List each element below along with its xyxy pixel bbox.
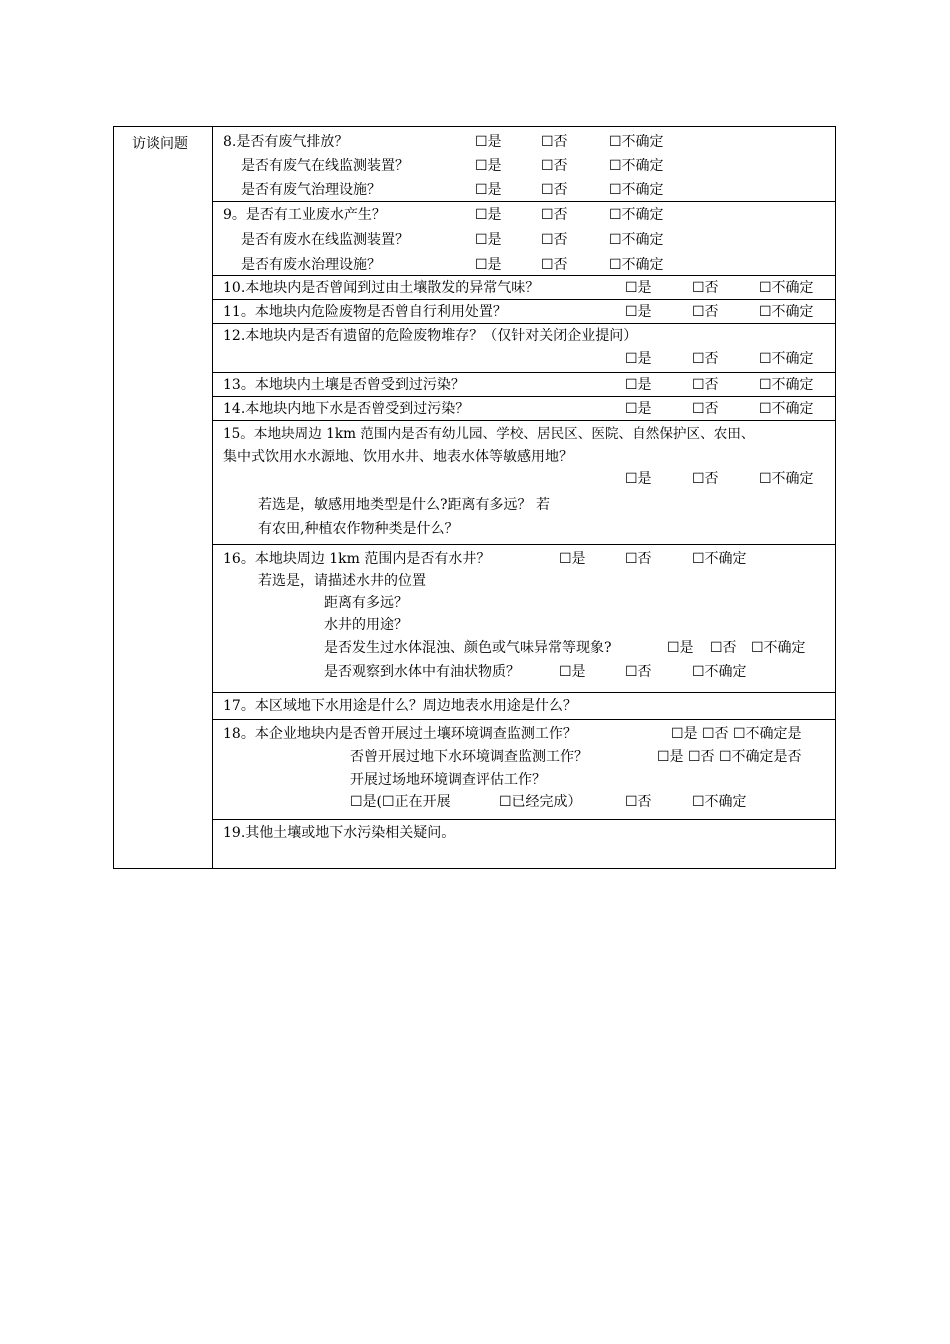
q16-no-checkbox[interactable]: ☐否 xyxy=(625,551,652,567)
q16-text: 16。本地块周边 1km 范围内是否有水井？ xyxy=(223,551,491,567)
q16-followup-distance: 距离有多远？ xyxy=(324,595,408,611)
q13-yes-checkbox[interactable]: ☐是 xyxy=(625,377,652,393)
q13-no-checkbox[interactable]: ☐否 xyxy=(692,377,719,393)
q18-completed-checkbox[interactable]: ☐已经完成） xyxy=(499,794,582,810)
q8-sub2-yes-checkbox[interactable]: ☐是 xyxy=(475,182,502,198)
question-19-cell xyxy=(213,820,835,870)
q16-anomaly-yes-checkbox[interactable]: ☐是 xyxy=(667,640,694,656)
q15-no-checkbox[interactable]: ☐否 xyxy=(692,471,719,487)
q16-followup-usage: 水井的用途？ xyxy=(324,617,408,633)
q9-sub1-yes-checkbox[interactable]: ☐是 xyxy=(475,232,502,248)
q16-oil-unsure-checkbox[interactable]: ☐不确定 xyxy=(692,664,747,680)
question-8-cell xyxy=(213,127,835,202)
question-14-cell xyxy=(213,397,835,421)
q12-unsure-checkbox[interactable]: ☐不确定 xyxy=(759,351,814,367)
q16-followup-oil: 是否观察到水体中有油状物质？ xyxy=(324,664,520,680)
q9-text: 9。是否有工业废水产生？ xyxy=(223,207,386,223)
question-16-cell xyxy=(213,545,835,693)
q9-sub2-text: 是否有废水治理设施？ xyxy=(241,257,381,273)
q15-followup-line2: 有农田,种植农作物种类是什么？ xyxy=(258,521,459,537)
q9-unsure-checkbox[interactable]: ☐不确定 xyxy=(609,207,664,223)
question-18-cell xyxy=(213,720,835,820)
q16-anomaly-no-checkbox[interactable]: ☐否 xyxy=(710,640,737,656)
q11-yes-checkbox[interactable]: ☐是 xyxy=(625,304,652,320)
q15-text-line1: 15。本地块周边 1km 范围内是否有幼儿园、学校、居民区、医院、自然保护区、农田、 xyxy=(223,426,755,442)
q13-text: 13。本地块内土壤是否曾受到过污染？ xyxy=(223,377,465,393)
q18-yes-ongoing-checkbox[interactable]: ☐是(☐正在开展 xyxy=(350,794,451,810)
interview-form-table xyxy=(113,126,836,869)
q9-yes-checkbox[interactable]: ☐是 xyxy=(475,207,502,223)
q16-oil-no-checkbox[interactable]: ☐否 xyxy=(625,664,652,680)
q8-no-checkbox[interactable]: ☐否 xyxy=(541,134,568,150)
question-15-cell xyxy=(213,421,835,545)
q8-sub1-text: 是否有废气在线监测装置？ xyxy=(241,158,409,174)
q12-no-checkbox[interactable]: ☐否 xyxy=(692,351,719,367)
q18-text-line1: 18。本企业地块内是否曾开展过土壤环境调查监测工作？ xyxy=(223,726,577,742)
q18-text-line2: 否曾开展过地下水环境调查监测工作？ xyxy=(350,749,588,765)
q16-followup-location: 若选是，请描述水井的位置 xyxy=(258,573,426,589)
q15-unsure-checkbox[interactable]: ☐不确定 xyxy=(759,471,814,487)
q10-no-checkbox[interactable]: ☐否 xyxy=(692,280,719,296)
q11-no-checkbox[interactable]: ☐否 xyxy=(692,304,719,320)
question-17-cell xyxy=(213,693,835,720)
q8-sub1-no-checkbox[interactable]: ☐否 xyxy=(541,158,568,174)
q8-sub2-unsure-checkbox[interactable]: ☐不确定 xyxy=(609,182,664,198)
q13-unsure-checkbox[interactable]: ☐不确定 xyxy=(759,377,814,393)
q8-unsure-checkbox[interactable]: ☐不确定 xyxy=(609,134,664,150)
q9-sub2-unsure-checkbox[interactable]: ☐不确定 xyxy=(609,257,664,273)
q16-yes-checkbox[interactable]: ☐是 xyxy=(559,551,586,567)
q18-no-checkbox[interactable]: ☐否 xyxy=(625,794,652,810)
q9-sub1-unsure-checkbox[interactable]: ☐不确定 xyxy=(609,232,664,248)
q17-text: 17。本区域地下水用途是什么？周边地表水用途是什么？ xyxy=(223,698,577,714)
q15-followup-line1: 若选是，敏感用地类型是什么?距离有多远？ 若 xyxy=(258,497,550,513)
side-label-cell xyxy=(114,127,213,868)
q11-text: 11。本地块内危险废物是否曾自行利用处置？ xyxy=(223,304,507,320)
q12-text: 12.本地块内是否有遗留的危险废物堆存？（仅针对关闭企业提问） xyxy=(223,328,638,344)
q10-yes-checkbox[interactable]: ☐是 xyxy=(625,280,652,296)
q18-unsure-checkbox[interactable]: ☐不确定 xyxy=(692,794,747,810)
q16-followup-anomaly: 是否发生过水体混浊、颜色或气味异常等现象? xyxy=(324,640,612,656)
q14-yes-checkbox[interactable]: ☐是 xyxy=(625,401,652,417)
q14-text: 14.本地块内地下水是否曾受到过污染？ xyxy=(223,401,470,417)
q14-unsure-checkbox[interactable]: ☐不确定 xyxy=(759,401,814,417)
q11-unsure-checkbox[interactable]: ☐不确定 xyxy=(759,304,814,320)
q8-sub1-yes-checkbox[interactable]: ☐是 xyxy=(475,158,502,174)
question-10-cell xyxy=(213,276,835,300)
q15-text-line2: 集中式饮用水水源地、饮用水井、地表水体等敏感用地？ xyxy=(223,449,573,465)
q8-text: 8.是否有废气排放？ xyxy=(223,134,349,150)
q18-text-line3: 开展过场地环境调查评估工作？ xyxy=(350,772,546,788)
q18-groundwater-options[interactable]: ☐是 ☐否 ☐不确定是否 xyxy=(657,749,802,765)
q8-sub2-no-checkbox[interactable]: ☐否 xyxy=(541,182,568,198)
question-9-cell xyxy=(213,202,835,276)
q12-yes-checkbox[interactable]: ☐是 xyxy=(625,351,652,367)
q19-text: 19.其他土壤或地下水污染相关疑问。 xyxy=(223,825,456,841)
q9-sub1-no-checkbox[interactable]: ☐否 xyxy=(541,232,568,248)
q10-unsure-checkbox[interactable]: ☐不确定 xyxy=(759,280,814,296)
q10-text: 10.本地块内是否曾闻到过由土壤散发的异常气味？ xyxy=(223,280,540,296)
q8-yes-checkbox[interactable]: ☐是 xyxy=(475,134,502,150)
q16-oil-yes-checkbox[interactable]: ☐是 xyxy=(559,664,586,680)
q8-sub2-text: 是否有废气治理设施？ xyxy=(241,182,381,198)
question-11-cell xyxy=(213,300,835,324)
q8-sub1-unsure-checkbox[interactable]: ☐不确定 xyxy=(609,158,664,174)
question-12-cell xyxy=(213,324,835,373)
side-label: 访谈问题 xyxy=(132,136,188,152)
q14-no-checkbox[interactable]: ☐否 xyxy=(692,401,719,417)
question-13-cell xyxy=(213,373,835,397)
q16-unsure-checkbox[interactable]: ☐不确定 xyxy=(692,551,747,567)
q18-soil-options[interactable]: ☐是 ☐否 ☐不确定是 xyxy=(671,726,802,742)
q9-sub1-text: 是否有废水在线监测装置？ xyxy=(241,232,409,248)
q15-yes-checkbox[interactable]: ☐是 xyxy=(625,471,652,487)
q16-anomaly-unsure-checkbox[interactable]: ☐不确定 xyxy=(751,640,806,656)
q9-no-checkbox[interactable]: ☐否 xyxy=(541,207,568,223)
q9-sub2-no-checkbox[interactable]: ☐否 xyxy=(541,257,568,273)
q9-sub2-yes-checkbox[interactable]: ☐是 xyxy=(475,257,502,273)
